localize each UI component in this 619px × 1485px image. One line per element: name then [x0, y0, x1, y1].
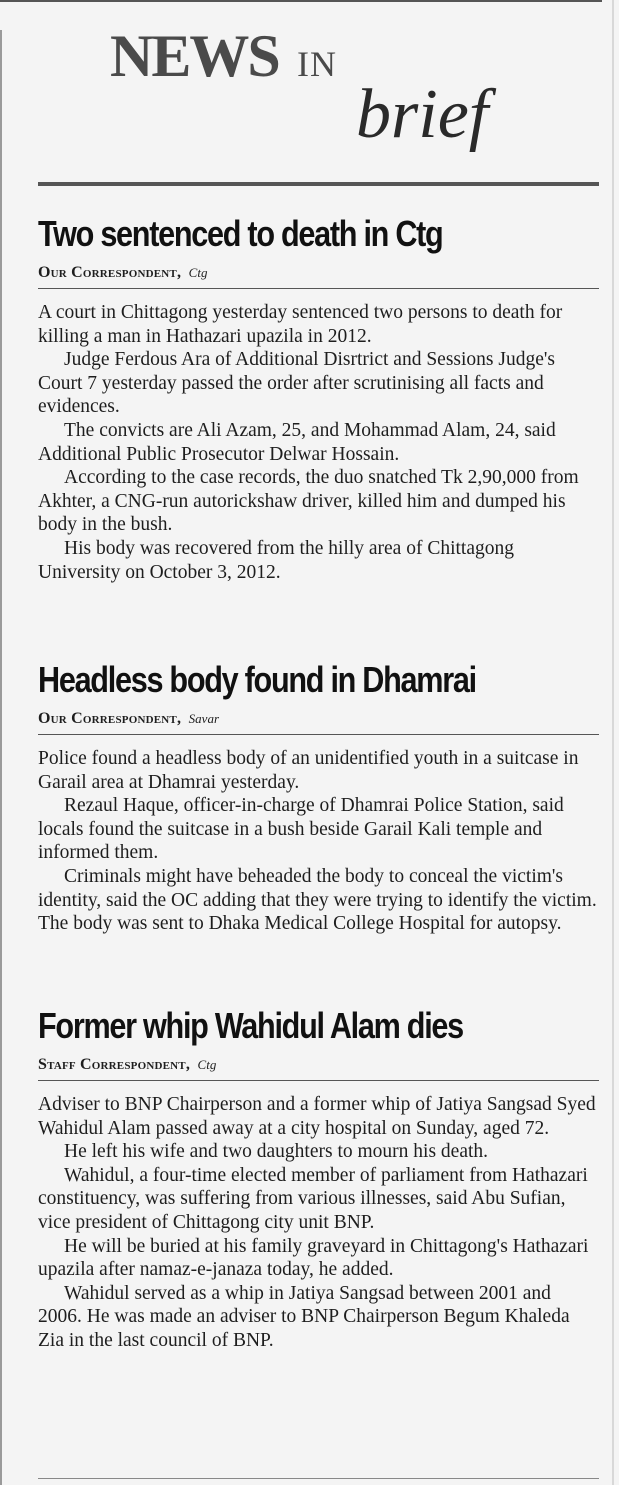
byline-rule — [38, 1080, 599, 1081]
story-byline — [38, 1054, 599, 1076]
byline-rule — [38, 734, 599, 735]
masthead-rule — [38, 182, 599, 186]
story-byline — [38, 708, 599, 730]
story-paragraph: A court in Chittagong yesterday sentenced two persons to death for killing a man in Hathazari upazila in 2012. — [38, 302, 563, 347]
masthead-brief: brief — [356, 76, 489, 153]
story-headless-body — [38, 658, 599, 936]
story-paragraph: He will be buried at his family graveyard in Chittagong's Hathazari upazila after namaz-e-janaza today, he added. — [38, 1235, 589, 1281]
byline-author: Our Correspondent, — [38, 264, 182, 281]
right-border — [612, 0, 614, 1485]
story-headline: Former whip Wahidul Alam dies — [38, 1005, 463, 1046]
byline-location: Savar — [188, 711, 220, 726]
story-paragraph: Judge Ferdous Ara of Additional Disrtrict and Sessions Judge's Court 7 yesterday passed the order after scrutinising all facts and evidences. — [38, 349, 555, 418]
byline-author: Our Correspondent, — [38, 710, 182, 727]
byline-author: Staff Correspondent, — [38, 1056, 191, 1073]
story-paragraph: He left his wife and two daughters to mourn his death. — [64, 1141, 489, 1163]
byline-rule — [38, 288, 599, 289]
story-paragraph: Adviser to BNP Chairperson and a former whip of Jatiya Sangsad Syed Wahidul Alam passed away at a city hospital on Sunday, aged 72. — [38, 1094, 596, 1139]
masthead-news: NEWS — [110, 23, 279, 89]
story-paragraph: Criminals might have beheaded the body to conceal the victim's identity, said the OC adding that they were trying to identify the victim. The body was sent to Dhaka Medical College Hospital for autopsy. — [38, 865, 597, 935]
left-border — [0, 30, 2, 1485]
story-paragraph: The convicts are Ali Azam, 25, and Mohammad Alam, 24, said Additional Public Prosecutor Delwar Hossain. — [38, 419, 556, 465]
story-paragraph: His body was recovered from the hilly area of Chittagong University on October 3, 2012. — [38, 537, 514, 583]
story-paragraph: According to the case records, the duo snatched Tk 2,90,000 from Akhter, a CNG-run autorickshaw driver, killed him and dumped his body in the bush. — [38, 467, 579, 536]
bottom-rule — [38, 1478, 599, 1479]
byline-location: Ctg — [197, 1057, 217, 1072]
section-masthead — [0, 0, 619, 190]
story-wahidul-alam — [38, 1004, 599, 1353]
story-byline — [38, 262, 599, 284]
story-paragraph: Wahidul, a four-time elected member of parliament from Hathazari constituency, was suffering from various illnesses, said Abu Sufian, vice president of Chittagong city unit BNP. — [38, 1164, 588, 1233]
story-paragraph: Wahidul served as a whip in Jatiya Sangsad between 2001 and 2006. He was made an adviser to BNP Chairperson Begum Khaleda Zia in the last council of BNP. — [38, 1282, 570, 1351]
story-headline: Two sentenced to death in Ctg — [38, 213, 443, 254]
story-two-sentenced — [38, 212, 599, 584]
story-paragraph: Rezaul Haque, officer-in-charge of Dhamrai Police Station, said locals found the suitcase in a bush beside Garail Kali temple and informed them. — [38, 795, 564, 864]
story-paragraph: Police found a headless body of an unidentified youth in a suitcase in Garail area at Dhamrai yesterday. — [38, 748, 579, 793]
story-headline: Headless body found in Dhamrai — [38, 659, 476, 700]
masthead-in: IN — [297, 44, 337, 84]
byline-location: Ctg — [188, 265, 208, 280]
